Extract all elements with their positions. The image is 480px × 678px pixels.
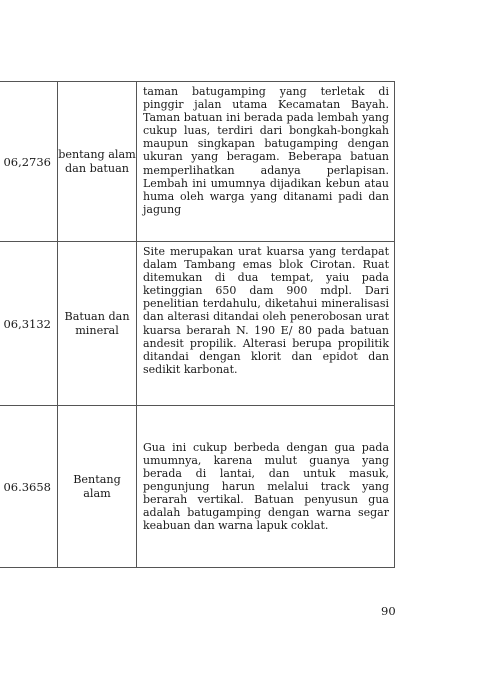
geosite-table [0,81,395,568]
page-number: 90 [381,604,396,618]
coordinate-cell: 06,2736 [0,82,58,242]
table-row [0,242,395,406]
category-cell: Batuan dan mineral [58,242,137,406]
description-cell: Gua ini cukup berbeda dengan gua pada umumnya, karena mulut guanya yang berada di lantai, dan untuk masuk, pengunjung harun melalui track yang berarah vertikal. Batuan penyusun gua adalah batugamping dengan warna segar keabuan dan warna lapuk coklat. [137,406,395,568]
category-cell: bentang alam dan batuan [58,82,137,242]
description-cell: Site merupakan urat kuarsa yang terdapat dalam Tambang emas blok Cirotan. Ruat ditemukan di dua tempat, yaiu pada ketinggian 650 dam 900 mdpl. Dari penelitian terdahulu, diketahui mineralisasi dan alterasi ditandai oleh penerobosan urat kuarsa berarah N. 190 E/ 80 pada batuan andesit propilik. Alterasi berupa propilitik ditandai dengan klorit dan epidot dan sedikit karbonat. [137,242,395,406]
coordinate-cell: 06.3658 [0,406,58,568]
coordinate-cell: 06,3132 [0,242,58,406]
table-row [0,82,395,242]
table-row [0,406,395,568]
category-cell: Bentang alam [58,406,137,568]
description-cell: taman batugamping yang terletak di pinggir jalan utama Kecamatan Bayah. Taman batuan ini berada pada lembah yang cukup luas, terdiri dari bongkah-bongkah maupun singkapan batugamping dengan ukuran yang beragam. Beberapa batuan memperlihatkan adanya perlapisan. Lembah ini umumnya dijadikan kebun atau huma oleh warga yang ditanami padi dan jagung [137,82,395,242]
